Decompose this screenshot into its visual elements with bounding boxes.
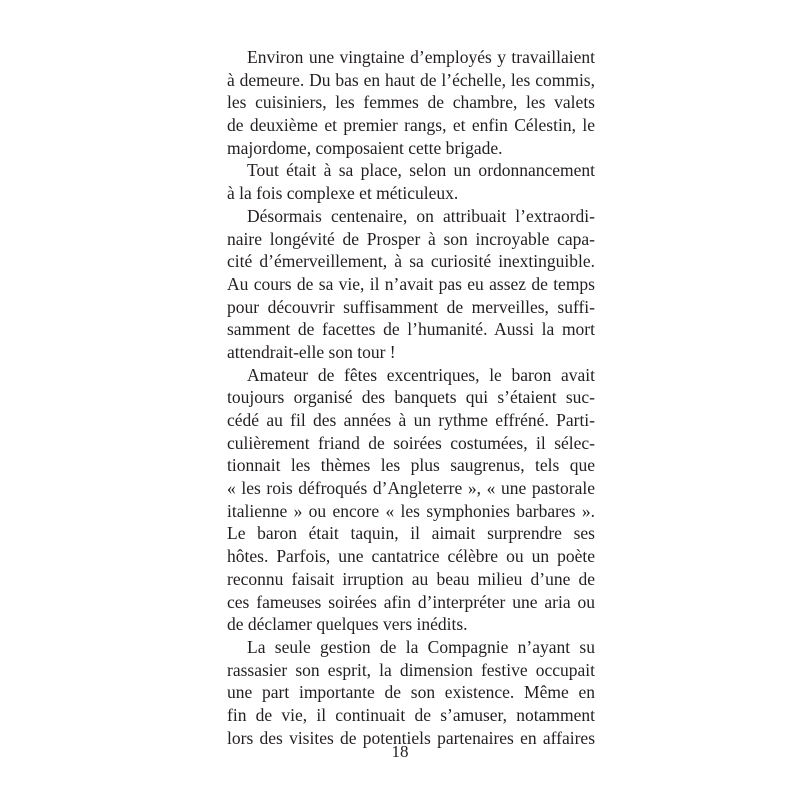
text-line: La seule gestion de la Compagnie n’ayant su bbox=[247, 636, 595, 657]
paragraph bbox=[227, 205, 595, 364]
text-line: fin de vie, il continuait de s’amuser, notamment bbox=[227, 704, 595, 725]
text-line: culièrement friand de soirées costumées, il sélec- bbox=[227, 432, 595, 453]
body-text bbox=[227, 46, 595, 749]
text-line: Désormais centenaire, on attribuait l’extraordi- bbox=[247, 205, 595, 226]
text-line: à la fois complexe et méticuleux. bbox=[227, 183, 459, 204]
text-line: Le baron était taquin, il aimait surprendre ses bbox=[227, 523, 595, 544]
text-line: de déclamer quelques vers inédits. bbox=[227, 614, 468, 635]
text-line: Amateur de fêtes excentriques, le baron avait bbox=[247, 364, 595, 385]
text-line: « les rois défroqués d’Angleterre », « une pastorale bbox=[227, 478, 595, 499]
text-line: majordome, composaient cette brigade. bbox=[227, 137, 503, 158]
text-line: cité d’émerveillement, à sa curiosité inextinguible. bbox=[227, 251, 595, 272]
paragraph bbox=[227, 159, 595, 204]
text-line: samment de facettes de l’humanité. Aussi la mort bbox=[227, 319, 595, 340]
text-line: lors des visites de potentiels partenaires en affaires bbox=[227, 727, 595, 748]
text-line: attendrait-elle son tour ! bbox=[227, 341, 396, 362]
paragraph bbox=[227, 636, 595, 749]
text-line: Au cours de sa vie, il n’avait pas eu assez de temps bbox=[227, 273, 595, 294]
page-number: 18 bbox=[391, 742, 409, 761]
text-line: de deuxième et premier rangs, et enfin Célestin, le bbox=[227, 115, 595, 136]
text-line: une part importante de son existence. Même en bbox=[227, 682, 595, 703]
text-line: naire longévité de Prosper à son incroyable capa- bbox=[227, 228, 595, 249]
text-line: cédé au fil des années à un rythme effréné. Parti- bbox=[227, 410, 595, 430]
text-line: à demeure. Du bas en haut de l’échelle, les commis, bbox=[227, 69, 595, 90]
text-line: les cuisiniers, les femmes de chambre, les valets bbox=[227, 92, 595, 113]
text-line: hôtes. Parfois, une cantatrice célèbre ou un poète bbox=[227, 546, 595, 567]
paragraph bbox=[227, 46, 595, 159]
text-line: tionnait les thèmes les plus saugrenus, tels que bbox=[227, 455, 595, 476]
text-line: italienne » ou encore « les symphonies barbares ». bbox=[227, 500, 595, 521]
text-line: Tout était à sa place, selon un ordonnancement bbox=[247, 160, 595, 181]
text-line: ces fameuses soirées afin d’interpréter une aria ou bbox=[227, 591, 595, 612]
paragraph bbox=[227, 364, 595, 636]
text-line: reconnu faisait irruption au beau milieu d’une de bbox=[227, 568, 595, 589]
text-line: pour découvrir suffisamment de merveilles, suffi- bbox=[227, 296, 595, 317]
text-line: toujours organisé des banquets qui s’étaient suc- bbox=[227, 387, 595, 408]
text-line: rassasier son esprit, la dimension festive occupait bbox=[227, 659, 595, 680]
text-line: Environ une vingtaine d’employés y travaillaient bbox=[247, 47, 595, 67]
